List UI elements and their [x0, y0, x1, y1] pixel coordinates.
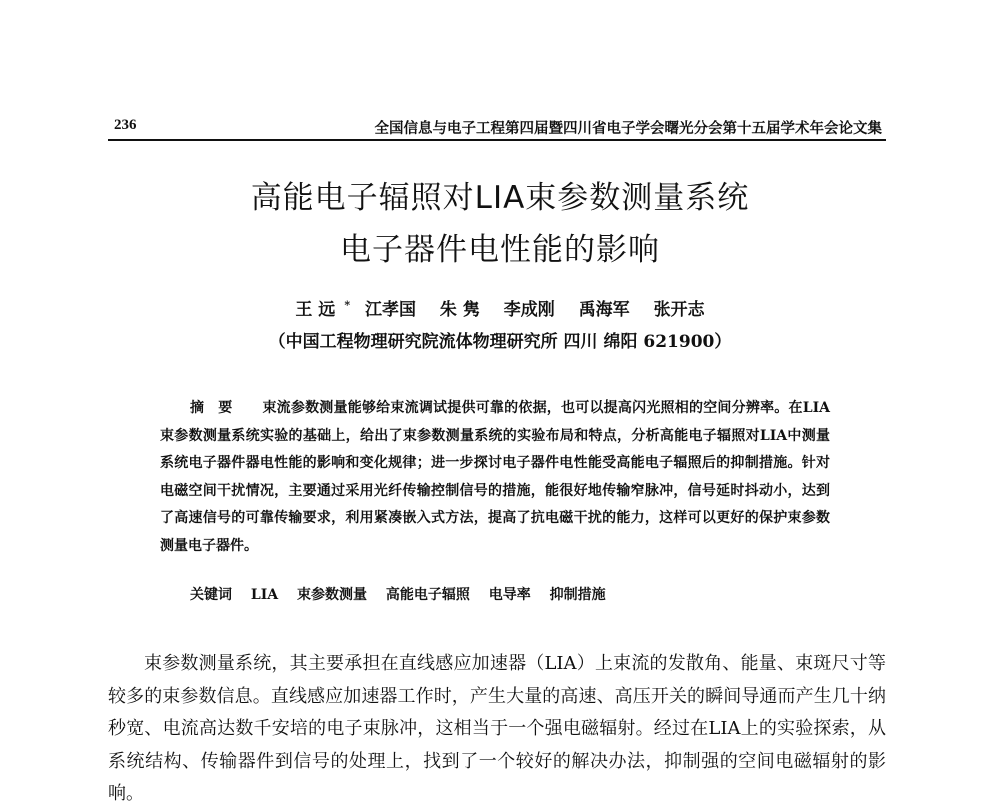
page-number: 236 — [114, 117, 137, 133]
keyword: 抑制措施 — [549, 587, 606, 603]
author-name: 李成刚 — [503, 300, 555, 320]
author-list — [0, 295, 1000, 320]
author-name: 王 远 — [295, 300, 336, 320]
keyword: LIA — [250, 587, 279, 603]
author-name: 禹海军 — [578, 300, 630, 320]
affiliation: （中国工程物理研究院流体物理研究所 四川 绵阳 621900） — [268, 332, 732, 352]
author-name: 张开志 — [653, 300, 705, 320]
author-name: 江孝国 — [365, 300, 416, 320]
abstract — [160, 395, 830, 561]
keywords — [190, 584, 830, 604]
keyword: 电导率 — [488, 587, 531, 603]
running-header — [108, 115, 886, 141]
journal-title: 全国信息与电子工程第四届暨四川省电子学会曙光分会第十五届学术年会论文集 — [374, 120, 882, 137]
author-name: 朱 隽 — [439, 300, 480, 320]
keyword: 束参数测量 — [297, 587, 368, 603]
body-paragraph: 束参数测量系统，其主要承担在直线感应加速器（LIA）上束流的发散角、能量、束斑尺寸等较多的束参数信息。直线感应加速器工作时，产生大量的高速、高压开关的瞬间导通而产生几十纳秒宽、电流高达数千安培的电子束脉冲，这相当于一个强电磁辐射。经过在LIA上的实验探索，从系统结构、传输器件到信号的处理上，找到了一个较好的解决办法，抑制强的空间电磁辐射的影响。 — [108, 653, 886, 804]
keyword: 高能电子辐照 — [385, 587, 470, 603]
paper-title-line-2: 电子器件电性能的影响 — [340, 232, 660, 268]
abstract-text: 束流参数测量能够给束流调试提供可靠的依据，也可以提高闪光照相的空间分辨率。在LIA束参数测量系统实验的基础上，给出了束参数测量系统的实验布局和特点，分析高能电子辐照对LIA中测量系统电子器件器电性能的影响和变化规律；进一步探讨电子器件电性能受高能电子辐照后的抑制措施。针对电磁空间干扰情况，主要通过采用光纤传输控制信号的措施，能很好地传输窄脉冲，信号延时抖动小，达到了高速信号的可靠传输要求，利用紧凑嵌入式方法，提高了抗电磁干扰的能力，这样可以更好的保护束参数测量电子器件。 — [160, 400, 830, 554]
abstract-label: 摘要 — [190, 400, 247, 416]
corresponding-author-mark: * — [344, 298, 351, 312]
keywords-label: 关键词 — [190, 587, 232, 603]
paper-title-line-1: 高能电子辐照对LIA束参数测量系统 — [250, 180, 750, 216]
